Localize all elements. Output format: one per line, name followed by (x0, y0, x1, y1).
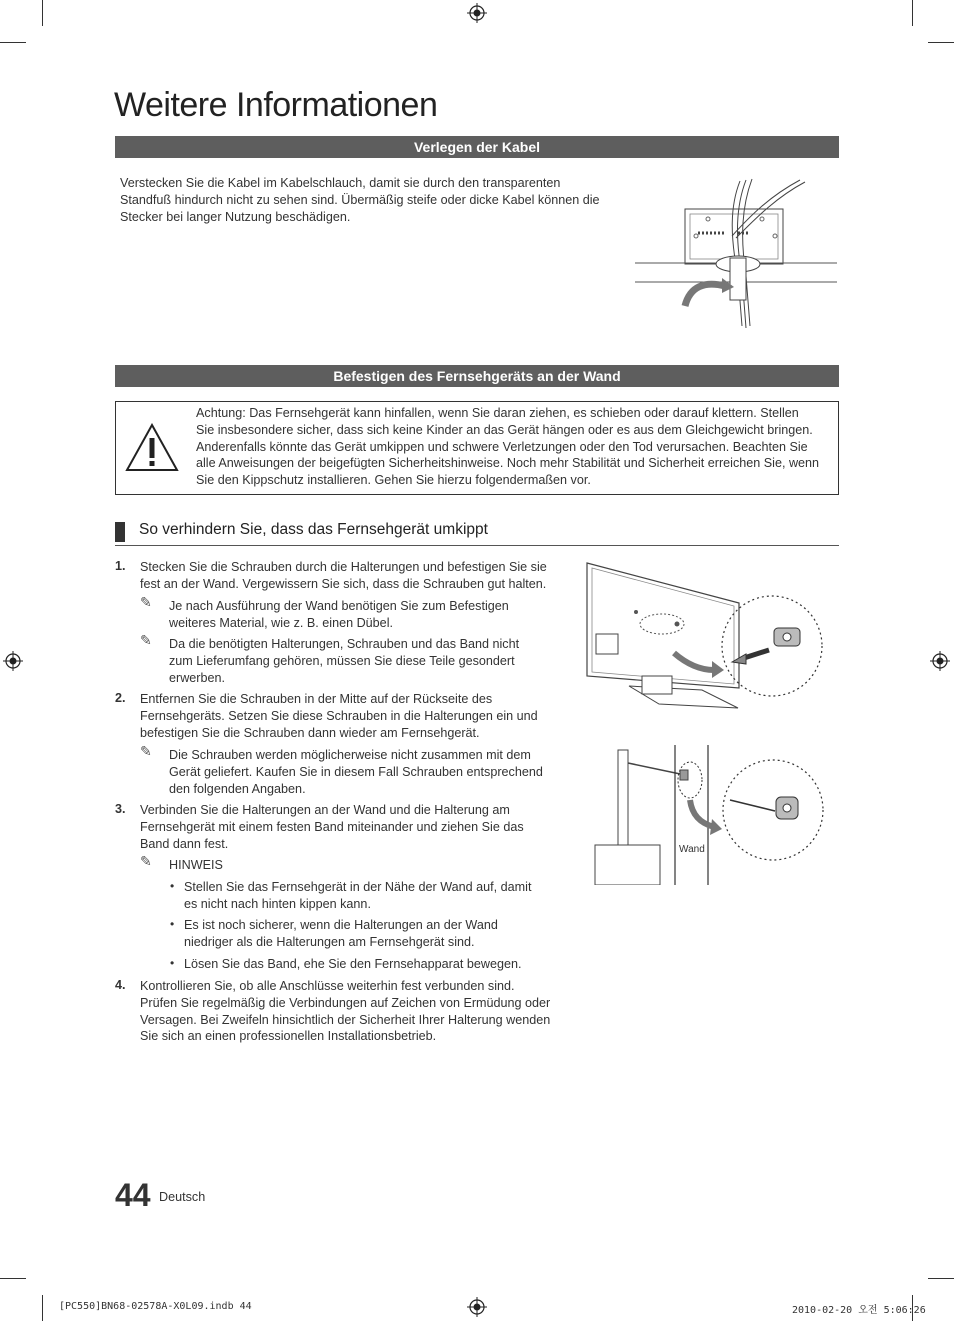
print-file-info: [PC550]BN68-02578A-X0L09.indb 44 (59, 1301, 252, 1312)
page-language: Deutsch (159, 1190, 206, 1204)
note-pencil-icon: ✎ (140, 743, 152, 759)
text-line: Entfernen Sie die Schrauben in der Mitte auf der Rückseite des (140, 692, 493, 706)
text-line: befestigen Sie die Schrauben dann wieder am Fernsehgerät. (140, 725, 480, 740)
divider (115, 545, 839, 546)
registration-mark-icon (930, 651, 950, 671)
print-date-info: 2010-02-20 오전 5:06:26 (792, 1305, 926, 1316)
wall-bracket-illustration (590, 745, 830, 885)
text-line: Stecken Sie die Schrauben durch die Halterungen und befestigen Sie sie (140, 560, 547, 574)
bullet-glyph: • (170, 879, 175, 893)
step-text (140, 559, 547, 593)
crop-mark (0, 1278, 26, 1279)
text-line: es nicht nach hinten kippen kann. (184, 896, 371, 911)
note-text (169, 636, 519, 686)
cable-management-illustration (630, 176, 840, 334)
bullet-glyph: • (170, 956, 175, 970)
step-number: 3. (115, 802, 126, 816)
text-line: erwerben. (169, 670, 226, 685)
registration-mark-icon (3, 651, 23, 671)
text-line: Sie sich an einen professionellen Installationsbetrieb. (140, 1029, 437, 1044)
cables-paragraph (120, 175, 600, 225)
text-line: Die Schrauben werden möglicherweise nicht zusammen mit dem (169, 748, 531, 762)
text-line: : Das Fernsehgerät kann hinfallen, wenn Sie daran ziehen, es schieben oder darauf klettern. Stellen (242, 406, 799, 420)
text-line: Prüfen Sie regelmäßig die Verbindungen auf Zeichen von Ermüdung oder (140, 995, 551, 1010)
warning-label: Achtung (196, 406, 243, 420)
note-pencil-icon: ✎ (140, 594, 152, 610)
text-line: niedriger als die Halterungen am Fernsehgerät sind. (184, 934, 475, 949)
text-line: zum Lieferumfang gehören, müssen Sie diese Teile gesondert (169, 653, 515, 668)
subheading-marker (115, 522, 125, 542)
crop-mark (928, 42, 954, 43)
text-line: Lösen Sie das Band, ehe Sie den Fernsehapparat bewegen. (184, 957, 522, 971)
registration-mark-icon (467, 3, 487, 23)
text-line: Standfuß hindurch nicht zu sehen sind. Übermäßig steife oder dicke Kabel können die (120, 192, 600, 207)
note-pencil-icon: ✎ (140, 853, 152, 869)
step-number: 2. (115, 691, 126, 705)
step-number: 4. (115, 978, 126, 992)
text-line: Je nach Ausführung der Wand benötigen Sie zum Befestigen (169, 599, 509, 613)
page-title: Weitere Informationen (114, 86, 438, 124)
subsection-heading: So verhindern Sie, dass das Fernsehgerät umkippt (139, 521, 488, 538)
note-pencil-icon: ✎ (140, 632, 152, 648)
text-line: fest an der Wand. Vergewissern Sie sich, dass die Schrauben gut halten. (140, 576, 547, 591)
step-number: 1. (115, 559, 126, 573)
crop-mark (42, 0, 43, 26)
text-line: Da die benötigten Halterungen, Schrauben und das Band nicht (169, 637, 520, 651)
warning-triangle-icon (125, 423, 179, 473)
bullet-text (184, 917, 498, 951)
text-line: Verstecken Sie die Kabel im Kabelschlauch, damit sie durch den transparenten (120, 176, 561, 190)
text-line: Fernsehgerät mit einem festen Band miteinander und ziehen Sie das (140, 819, 524, 834)
registration-mark-icon (467, 1297, 487, 1317)
text-line: weiteres Material, wie z. B. einen Dübel. (169, 615, 393, 630)
text-line: Stecker bei langer Nutzung beschädigen. (120, 209, 351, 224)
section-heading-cables: Verlegen der Kabel (115, 136, 839, 158)
step-text (140, 802, 524, 852)
note-text (169, 598, 509, 632)
crop-mark (0, 42, 26, 43)
bullet-glyph: • (170, 917, 175, 931)
step-text (140, 691, 538, 741)
text-line: Kontrollieren Sie, ob alle Anschlüsse weiterhin fest verbunden sind. (140, 979, 515, 993)
crop-mark (912, 0, 913, 26)
step-text (140, 978, 550, 1045)
tv-back-bracket-illustration (584, 558, 824, 718)
text-line: Sie den Kippschutz installieren. Gehen Sie hierzu folgendermaßen vor. (196, 473, 591, 488)
note-text (169, 747, 543, 797)
text-line: Stellen Sie das Fernsehgerät in der Nähe der Wand auf, damit (184, 880, 532, 894)
text-line: Gerät geliefert. Kaufen Sie in diesem Fall Schrauben entsprechend (169, 764, 543, 779)
text-line: Anderenfalls könnte das Gerät umkippen und schwere Verletzungen oder den Tod verursachen. Beachten Sie (196, 439, 808, 454)
text-line: alle Anweisungen der beigefügten Sicherheitshinweise. Noch mehr Stabilität und Sicherheit erreichen Sie, wenn (196, 456, 820, 471)
crop-mark (42, 1295, 43, 1321)
crop-mark (928, 1278, 954, 1279)
bullet-text (184, 956, 521, 973)
text-line: Band dann fest. (140, 836, 229, 851)
text-line: Fernsehgeräts. Setzen Sie diese Schrauben in die Halterungen ein und (140, 708, 538, 723)
text-line: Versagen. Bei Zweifeln hinsichtlich der Sicherheit Ihrer Halterung wenden (140, 1012, 551, 1027)
warning-text (196, 405, 836, 489)
text-line: Sie insbesondere sicher, dass sich keine Kinder an das Gerät hängen oder es aus dem Gleichgewicht bringen. (196, 422, 813, 437)
hinweis-label: HINWEIS (169, 858, 223, 872)
text-line: den folgenden Angaben. (169, 781, 306, 796)
page-number: 44 (115, 1177, 151, 1213)
text-line: Verbinden Sie die Halterungen an der Wand und die Halterung am (140, 803, 510, 817)
text-line: Es ist noch sicherer, wenn die Halterungen an der Wand (184, 918, 498, 932)
section-heading-wall: Befestigen des Fernsehgeräts an der Wand (115, 365, 839, 387)
bullet-text (184, 879, 531, 913)
figure-label-wall: Wand (679, 844, 705, 855)
